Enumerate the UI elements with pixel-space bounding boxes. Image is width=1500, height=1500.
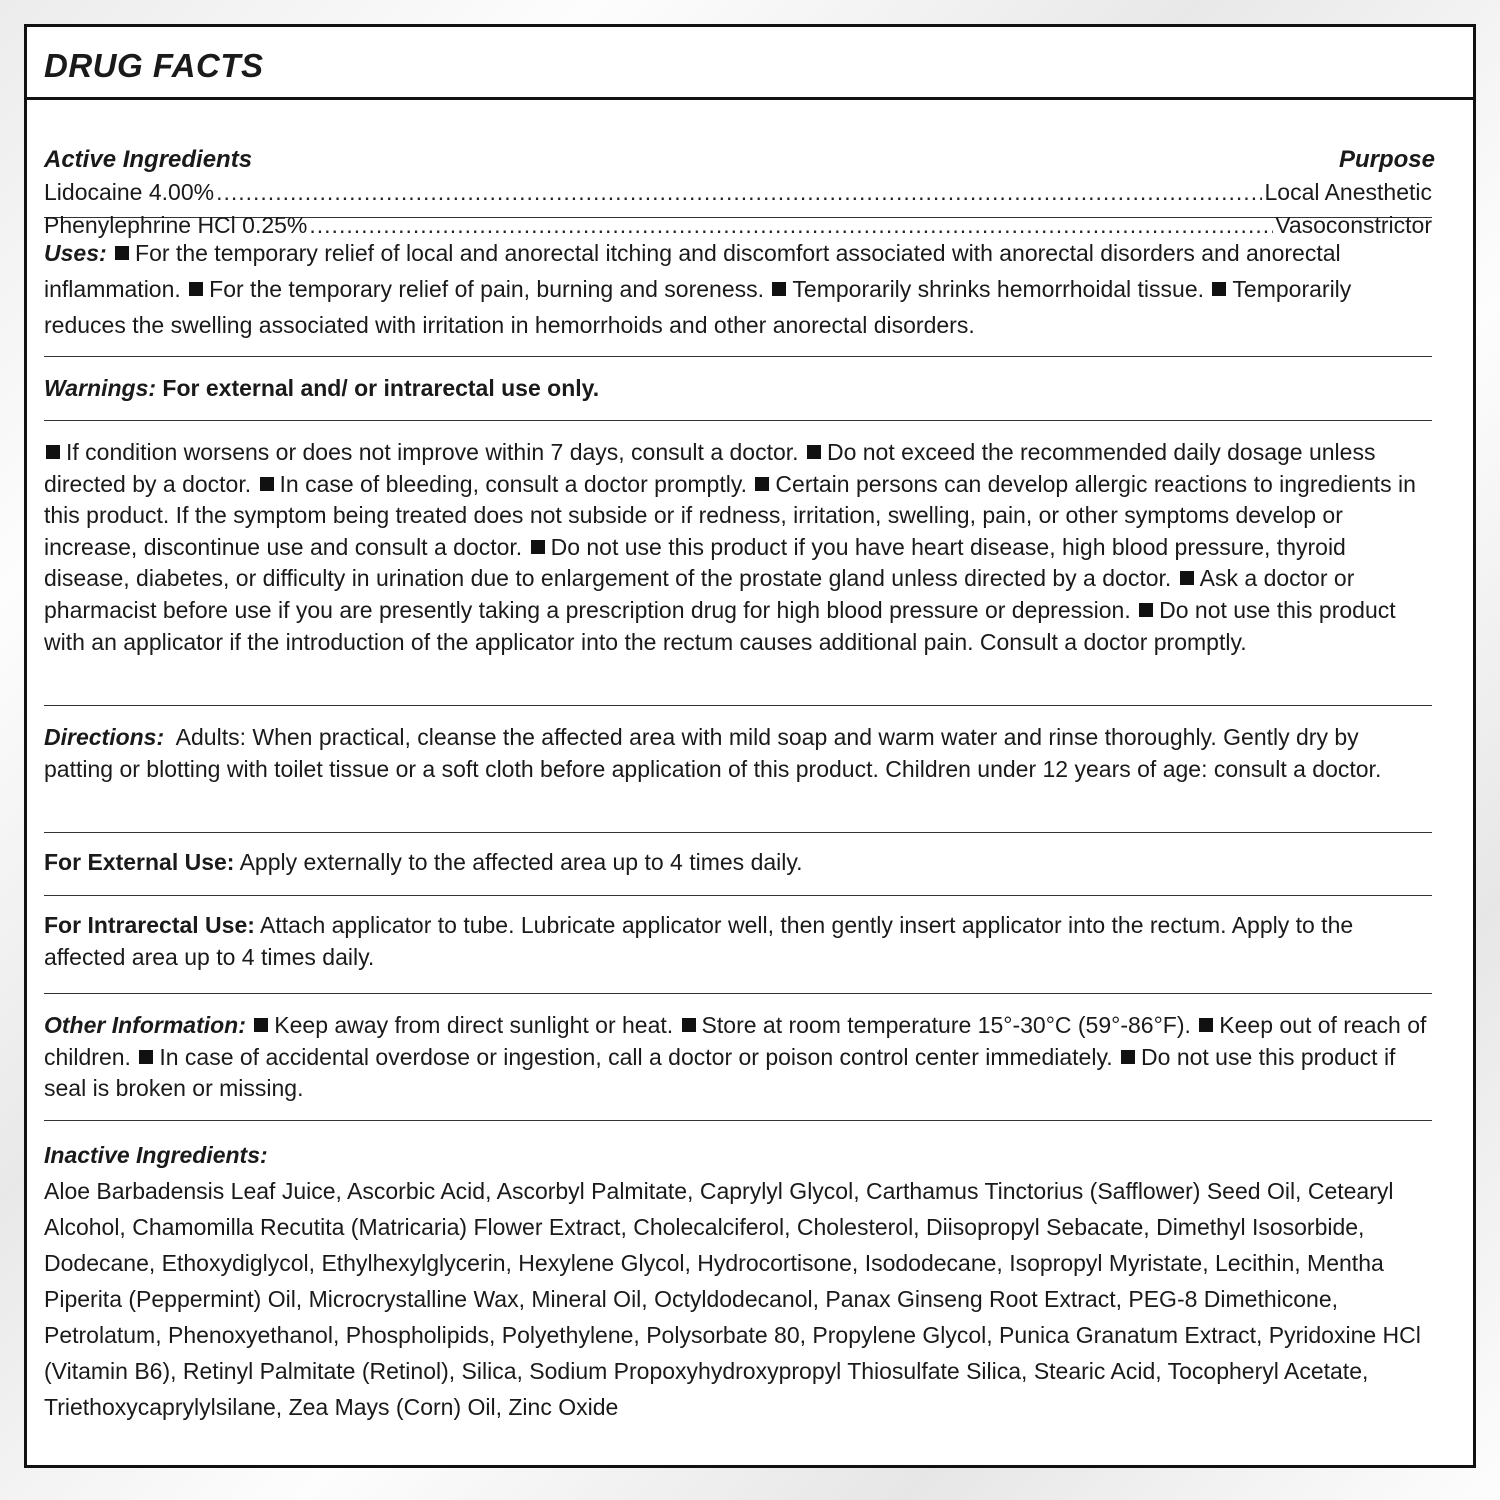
inactive-ingredients-label: Inactive Ingredients: bbox=[44, 1142, 268, 1168]
bullet-square-icon bbox=[1139, 603, 1153, 617]
bullet-square-icon bbox=[139, 1050, 153, 1064]
ingredient-purpose: Vasoconstrictor bbox=[1275, 212, 1432, 238]
title-bar bbox=[27, 27, 1473, 100]
bullet-square-icon bbox=[682, 1018, 696, 1032]
warning-item: Do not exceed the recommended daily dosage unless directed by a doctor. bbox=[44, 439, 1376, 497]
bullet-square-icon bbox=[807, 445, 821, 459]
use-item: Temporarily shrinks hemorrhoidal tissue. bbox=[792, 276, 1205, 302]
external-use-label: For External Use: bbox=[44, 849, 235, 875]
drug-facts-content bbox=[44, 100, 1435, 1425]
external-use-text: Apply externally to the affected area up to 4 times daily. bbox=[239, 849, 803, 875]
other-item: Keep away from direct sunlight or heat. bbox=[274, 1012, 674, 1038]
leader-dots bbox=[216, 176, 1262, 209]
bullet-square-icon bbox=[772, 282, 786, 296]
warnings-label: Warnings: bbox=[44, 375, 157, 401]
directions-text: Adults: When practical, cleanse the affected area with mild soap and warm water and rinse thoroughly. Gently dry by patting or blotting with toilet tissue or a soft cloth before application of this product. Children under 12 years of age: consult a doctor. bbox=[44, 724, 1382, 782]
warning-items-section bbox=[44, 421, 1432, 706]
bullet-square-icon bbox=[254, 1018, 268, 1032]
purpose-heading: Purpose bbox=[1338, 146, 1435, 173]
warnings-text: For external and/ or intrarectal use only. bbox=[162, 375, 600, 401]
other-item: Keep out of reach of children. bbox=[44, 1012, 1427, 1070]
ingredient-row bbox=[44, 176, 1432, 209]
ingredient-purpose: Local Anesthetic bbox=[1264, 179, 1432, 205]
page-title: DRUG FACTS bbox=[44, 47, 264, 84]
warning-item: If condition worsens or does not improve within 7 days, consult a doctor. bbox=[66, 439, 799, 465]
warning-item: Do not use this product if you have heart disease, high blood pressure, thyroid disease, diabetes, or difficulty in urination due to enlargement of the prostate gland unless directed by a doctor. bbox=[44, 533, 1346, 592]
other-item: In case of accidental overdose or ingestion, call a doctor or poison control center immediately. bbox=[159, 1043, 1113, 1070]
other-item: Do not use this product if seal is broken or missing. bbox=[44, 1043, 1396, 1102]
active-ingredients-header bbox=[44, 144, 1435, 176]
use-item: Temporarily reduces the swelling associated with irritation in hemorrhoids and other anorectal disorders. bbox=[44, 276, 1352, 338]
warning-item: In case of bleeding, consult a doctor promptly. bbox=[279, 470, 748, 497]
bullet-square-icon bbox=[755, 477, 769, 491]
bullet-square-icon bbox=[46, 445, 60, 459]
uses-label: Uses: bbox=[44, 240, 107, 266]
use-item: For the temporary relief of local and anorectal itching and discomfort associated with anorectal disorders and anorectal inflammation. bbox=[44, 240, 1341, 302]
warning-item: Ask a doctor or pharmacist before use if you are presently taking a prescription drug for high blood pressure or depression. bbox=[44, 565, 1355, 623]
other-item: Store at room temperature 15°-30°C (59°-86°F). bbox=[701, 1012, 1191, 1038]
intrarectal-use-text: Attach applicator to tube. Lubricate applicator well, then gently insert applicator into the rectum. Apply to the affected area up to 4 times daily. bbox=[44, 912, 1354, 970]
ingredient-name: Lidocaine 4.00% bbox=[44, 179, 215, 205]
directions-section bbox=[44, 706, 1432, 833]
bullet-square-icon bbox=[189, 282, 203, 296]
inactive-ingredients-text: Aloe Barbadensis Leaf Juice, Ascorbic Acid, Ascorbyl Palmitate, Caprylyl Glycol, Carthamus Tinctorius (Safflower) Seed Oil, Cetearyl Alcohol, Chamomilla Recutita (Matricaria) Flower Extract, Cholecalciferol, Cholesterol, Diisopropyl Sebacate, Dimethyl Isosorbide, Dodecane, Ethoxydiglycol, Ethylhexylglycerin, Hexylene Glycol, Hydrocortisone, Isododecane, Isopropyl Myristate, Lecithin, Mentha Piperita (Peppermint) Oil, Microcrystalline Wax, Mineral Oil, Octyldodecanol, Panax Ginseng Root Extract, PEG-8 Dimethicone, Petrolatum, Phenoxyethanol, Phospholipids, Polyethylene, Polysorbate 80, Propylene Glycol, Punica Granatum Extract, Pyridoxine HCl (Vitamin B6), Retinyl Palmitate (Retinol), Silica, Sodium Propoxyhydroxypropyl Thiosulfate Silica, Stearic Acid, Tocopheryl Acetate, Triethoxycaprylylsilane, Zea Mays (Corn) Oil, Zinc Oxide bbox=[44, 1178, 1421, 1420]
intrarectal-use-label: For Intrarectal Use: bbox=[44, 912, 255, 938]
inactive-ingredients-section bbox=[44, 1121, 1432, 1425]
bullet-square-icon bbox=[1199, 1018, 1213, 1032]
warning-item: Certain persons can develop allergic reactions to ingredients in this product. If the symptom being treated does not subside or if redness, irritation, swelling, pain, or other symptoms develop or increase, discontinue use and consult a doctor. bbox=[44, 470, 1416, 560]
bullet-square-icon bbox=[1212, 282, 1226, 296]
warnings-section bbox=[44, 357, 1432, 421]
other-information-section bbox=[44, 994, 1432, 1121]
bullet-square-icon bbox=[531, 540, 545, 554]
drug-facts-panel bbox=[24, 24, 1476, 1468]
use-item: For the temporary relief of pain, burning and soreness. bbox=[209, 276, 765, 302]
bullet-square-icon bbox=[260, 477, 274, 491]
other-information-label: Other Information: bbox=[44, 1012, 246, 1038]
bullet-square-icon bbox=[115, 246, 129, 260]
warning-item: Do not use this product with an applicator if the introduction of the applicator into the rectum causes additional pain. Consult a doctor promptly. bbox=[44, 596, 1396, 655]
ingredient-name: Phenylephrine HCl 0.25% bbox=[44, 212, 308, 238]
uses-section bbox=[44, 218, 1432, 357]
bullet-square-icon bbox=[1180, 571, 1194, 585]
active-ingredients-section bbox=[44, 100, 1435, 238]
directions-label: Directions: bbox=[44, 724, 165, 750]
external-use-section bbox=[44, 833, 1432, 896]
active-ingredients-heading: Active Ingredients bbox=[44, 146, 253, 173]
intrarectal-use-section bbox=[44, 896, 1432, 994]
bullet-square-icon bbox=[1121, 1050, 1135, 1064]
